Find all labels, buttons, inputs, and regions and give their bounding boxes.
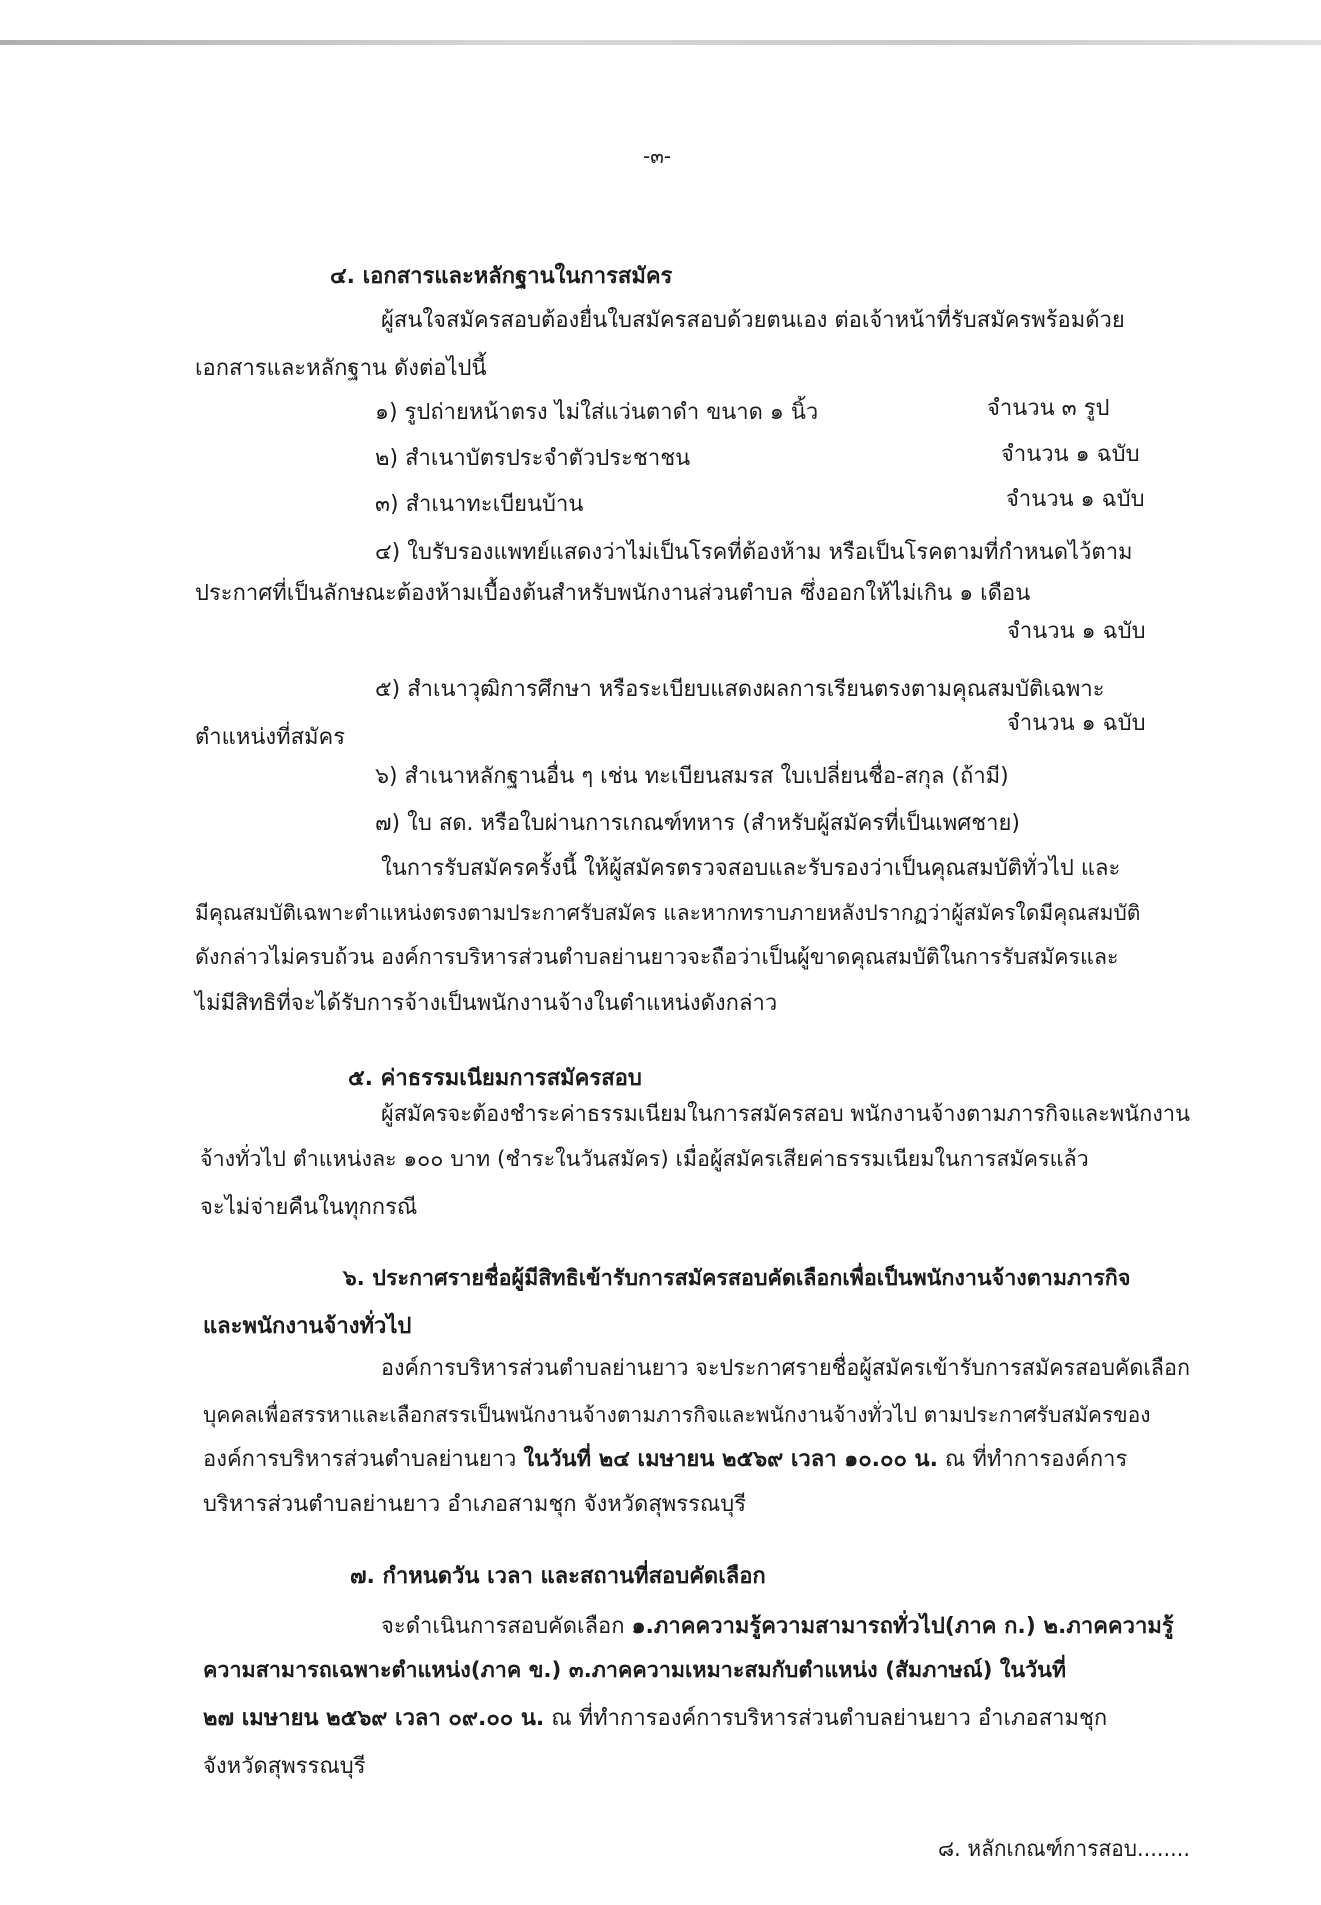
section4-para-line4: ไม่มีสิทธิที่จะได้รับการจ้างเป็นพนักงานจ้างในตำแหน่งดังกล่าว: [195, 991, 778, 1016]
section7-exam-parts: ๑.ภาคความรู้ความสามารถทั่วไป(ภาค ก.) ๒.ภาคความรู้: [631, 1614, 1174, 1639]
doc-item-3: ๓) สำเนาทะเบียนบ้าน: [375, 492, 584, 517]
doc-item-6: ๖) สำเนาหลักฐานอื่น ๆ เช่น ทะเบียนสมรส ใบเปลี่ยนชื่อ-สกุล (ถ้ามี): [375, 764, 1009, 789]
section5-line1: ผู้สมัครจะต้องชำระค่าธรรมเนียมในการสมัครสอบ พนักงานจ้างตามภารกิจและพนักงาน: [381, 1102, 1190, 1127]
section4-para-line3: ดังกล่าวไม่ครบถ้วน องค์การบริหารส่วนตำบลย่านยาวจะถือว่าเป็นผู้ขาดคุณสมบัติในการรับสมัครและ: [195, 945, 1119, 970]
section7-heading: ๗. กำหนดวัน เวลา และสถานที่สอบคัดเลือก: [350, 1564, 766, 1589]
doc-item-4-line1: ๔) ใบรับรองแพทย์แสดงว่าไม่เป็นโรคที่ต้องห้าม หรือเป็นโรคตามที่กำหนดไว้ตาม: [375, 540, 1133, 565]
doc-item-5-qty: จำนวน ๑ ฉบับ: [1007, 711, 1146, 736]
section7-line3: [203, 1704, 1107, 1734]
section6-line2: บุคคลเพื่อสรรหาและเลือกสรรเป็นพนักงานจ้างตามภารกิจและพนักงานจ้างทั่วไป ตามประกาศรับสมัครของ: [203, 1403, 1151, 1427]
section6-line3-pre: องค์การบริหารส่วนตำบลย่านยาว: [203, 1447, 524, 1472]
section4-intro-line1: ผู้สนใจสมัครสอบต้องยื่นใบสมัครสอบด้วยตนเอง ต่อเจ้าหน้าที่รับสมัครพร้อมด้วย: [381, 308, 1125, 333]
section7-line1: [381, 1612, 1174, 1642]
section4-intro-line2: เอกสารและหลักฐาน ดังต่อไปนี้: [195, 356, 487, 381]
section6-line3: [203, 1445, 1127, 1475]
section6-line4: บริหารส่วนตำบลย่านยาว อำเภอสามชุก จังหวัดสุพรรณบุรี: [203, 1492, 747, 1517]
section6-line3-post: ณ ที่ทำการองค์การ: [937, 1447, 1128, 1472]
doc-item-4-line2: ประกาศที่เป็นลักษณะต้องห้ามเบื้องต้นสำหรับพนักงานส่วนตำบล ซึ่งออกให้ไม่เกิน ๑ เดือน: [195, 581, 1031, 606]
doc-item-4-qty: จำนวน ๑ ฉบับ: [1007, 619, 1146, 644]
section4-heading: ๔. เอกสารและหลักฐานในการสมัคร: [330, 264, 673, 289]
doc-item-2: ๒) สำเนาบัตรประจำตัวประชาชน: [375, 446, 691, 471]
section6-heading-line1: ๖. ประกาศรายชื่อผู้มีสิทธิเข้ารับการสมัครสอบคัดเลือกเพื่อเป็นพนักงานจ้างตามภารกิจ: [343, 1266, 1131, 1291]
page-number: -๓-: [643, 144, 672, 168]
section5-heading: ๕. ค่าธรรมเนียมการสมัครสอบ: [348, 1066, 642, 1091]
section5-line3: จะไม่จ่ายคืนในทุกกรณี: [200, 1195, 418, 1220]
section7-line3-post: ณ ที่ทำการองค์การบริหารส่วนตำบลย่านยาว อำเภอสามชุก: [544, 1706, 1108, 1731]
doc-item-1: ๑) รูปถ่ายหน้าตรง ไม่ใส่แว่นตาดำ ขนาด ๑ นิ้ว: [375, 400, 819, 425]
section4-para-line2: มีคุณสมบัติเฉพาะตำแหน่งตรงตามประกาศรับสมัคร และหากทราบภายหลังปรากฏว่าผู้สมัครใดมีคุณสมบัติ: [195, 901, 1141, 925]
section7-exam-date: ๒๗ เมษายน ๒๕๖๙ เวลา ๐๙.๐๐ น.: [203, 1706, 545, 1731]
section6-heading-line2: และพนักงานจ้างทั่วไป: [203, 1314, 412, 1339]
section7-line4: จังหวัดสุพรรณบุรี: [203, 1754, 366, 1779]
next-page-reference: ๘. หลักเกณฑ์การสอบ........: [938, 1837, 1191, 1862]
doc-item-5-line1: ๕) สำเนาวุฒิการศึกษา หรือระเบียบแสดงผลการเรียนตรงตามคุณสมบัติเฉพาะ: [375, 677, 1105, 702]
section5-line2: จ้างทั่วไป ตำแหน่งละ ๑๐๐ บาท (ชำระในวันสมัคร) เมื่อผู้สมัครเสียค่าธรรมเนียมในการสมัครแล้ว: [200, 1147, 1089, 1172]
doc-item-7: ๗) ใบ สด. หรือใบผ่านการเกณฑ์ทหาร (สำหรับผู้สมัครที่เป็นเพศชาย): [375, 811, 1020, 836]
doc-item-1-qty: จำนวน ๓ รูป: [987, 396, 1110, 421]
doc-item-5-line2: ตำแหน่งที่สมัคร: [195, 725, 346, 750]
scan-edge-line: [0, 40, 1321, 45]
section7-line1-pre: จะดำเนินการสอบคัดเลือก: [381, 1614, 632, 1639]
section4-para-line1: ในการรับสมัครครั้งนี้ ให้ผู้สมัครตรวจสอบและรับรองว่าเป็นคุณสมบัติทั่วไป และ: [381, 856, 1121, 881]
doc-item-2-qty: จำนวน ๑ ฉบับ: [1001, 442, 1140, 467]
section6-line1: องค์การบริหารส่วนตำบลย่านยาว จะประกาศรายชื่อผู้สมัครเข้ารับการสมัครสอบคัดเลือก: [381, 1356, 1191, 1381]
section7-line2: ความสามารถเฉพาะตำแหน่ง(ภาค ข.) ๓.ภาคความเหมาะสมกับตำแหน่ง (สัมภาษณ์) ในวันที่: [203, 1658, 1067, 1683]
doc-item-3-qty: จำนวน ๑ ฉบับ: [1006, 487, 1145, 512]
section6-announce-date: ในวันที่ ๒๔ เมษายน ๒๕๖๙ เวลา ๑๐.๐๐ น.: [523, 1447, 938, 1472]
